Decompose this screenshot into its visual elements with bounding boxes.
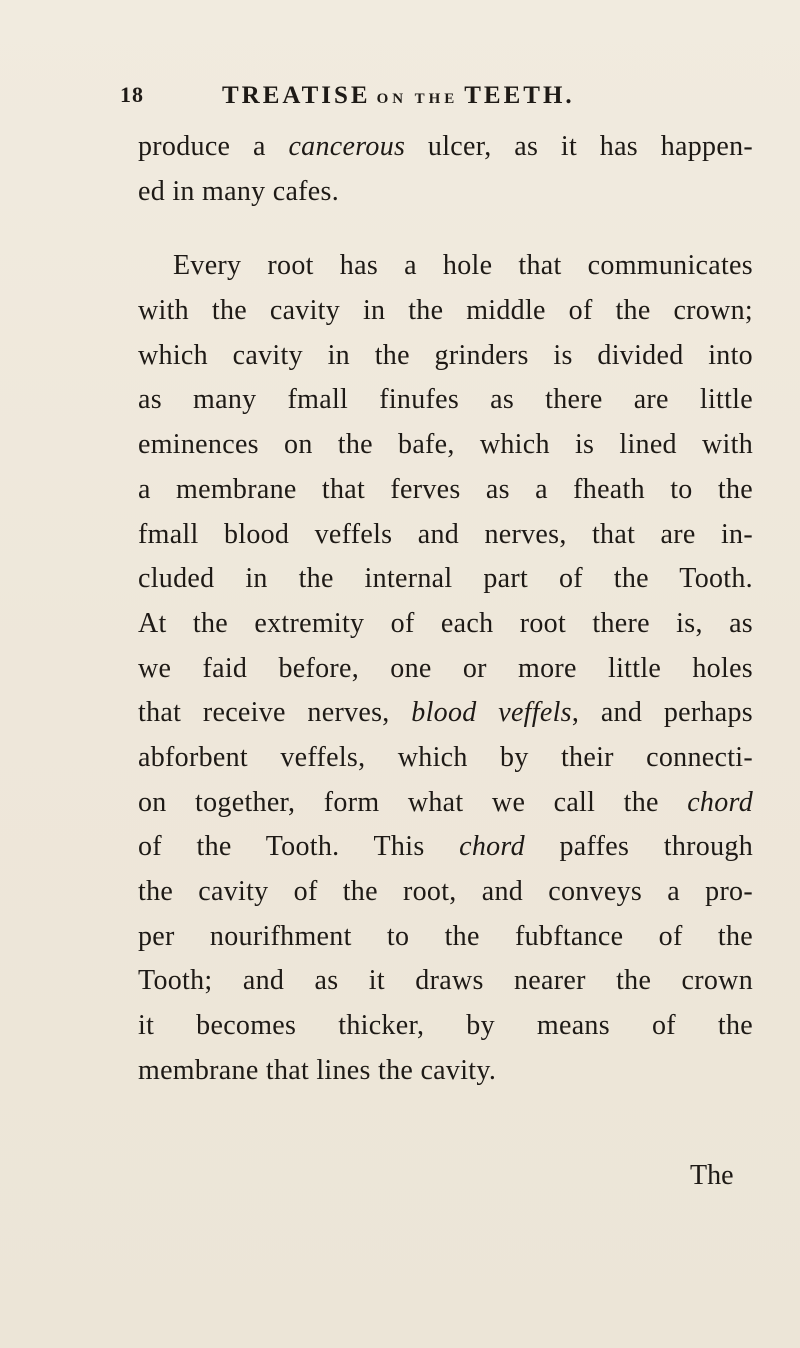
text-line: Tooth; and as it draws nearer the crown <box>138 965 753 997</box>
text-line: of the Tooth. This chord paffes through <box>138 831 753 863</box>
text-line: we faid before, one or more little holes <box>138 652 753 684</box>
text-line: ed in many cafes. <box>138 175 340 207</box>
text-line: cluded in the internal part of the Tooth. <box>138 563 753 595</box>
italic-term: cancerous <box>288 131 406 162</box>
paragraph-first-line: Every root has a hole that communicates <box>173 250 753 282</box>
text-line: per nourifhment to the fubftance of the <box>138 920 753 952</box>
text-line: with the cavity in the middle of the crown; <box>138 295 753 327</box>
body-text <box>138 125 753 1093</box>
text-line: a membrane that ferves as a fheath to the <box>138 473 753 505</box>
text-line: the cavity of the root, and conveys a pro- <box>138 876 753 907</box>
text-line: eminences on the bafe, which is lined with <box>138 429 753 461</box>
running-head-teeth: TEETH. <box>464 82 575 109</box>
running-head-treatise: TREATISE <box>222 82 371 109</box>
text-line: as many fmall finufes as there are little <box>138 384 753 416</box>
italic-term: blood veffels <box>411 697 572 729</box>
italic-term: chord <box>687 786 753 818</box>
text-line: abforbent veffels, which by their connecti- <box>138 741 753 773</box>
text-line: it becomes thicker, by means of the <box>138 1010 753 1042</box>
text-line: that receive nerves, blood veffels, and perhaps <box>138 697 753 729</box>
text-line: fmall blood veffels and nerves, that are in- <box>138 518 753 550</box>
text-line: At the extremity of each root there is, as <box>138 607 753 639</box>
text-line: membrane that lines the cavity. <box>138 1054 497 1086</box>
catchword: The <box>690 1160 734 1191</box>
running-head <box>222 82 575 110</box>
text-line: on together, form what we call the chord <box>138 786 753 818</box>
text-line: produce a cancerous ulcer, as it has happen- <box>138 131 754 162</box>
text-line: which cavity in the grinders is divided into <box>138 339 753 371</box>
page-number: 18 <box>120 82 144 107</box>
page-header <box>120 82 680 114</box>
running-head-on-the: ON THE <box>376 91 459 107</box>
italic-term: chord <box>459 831 525 863</box>
